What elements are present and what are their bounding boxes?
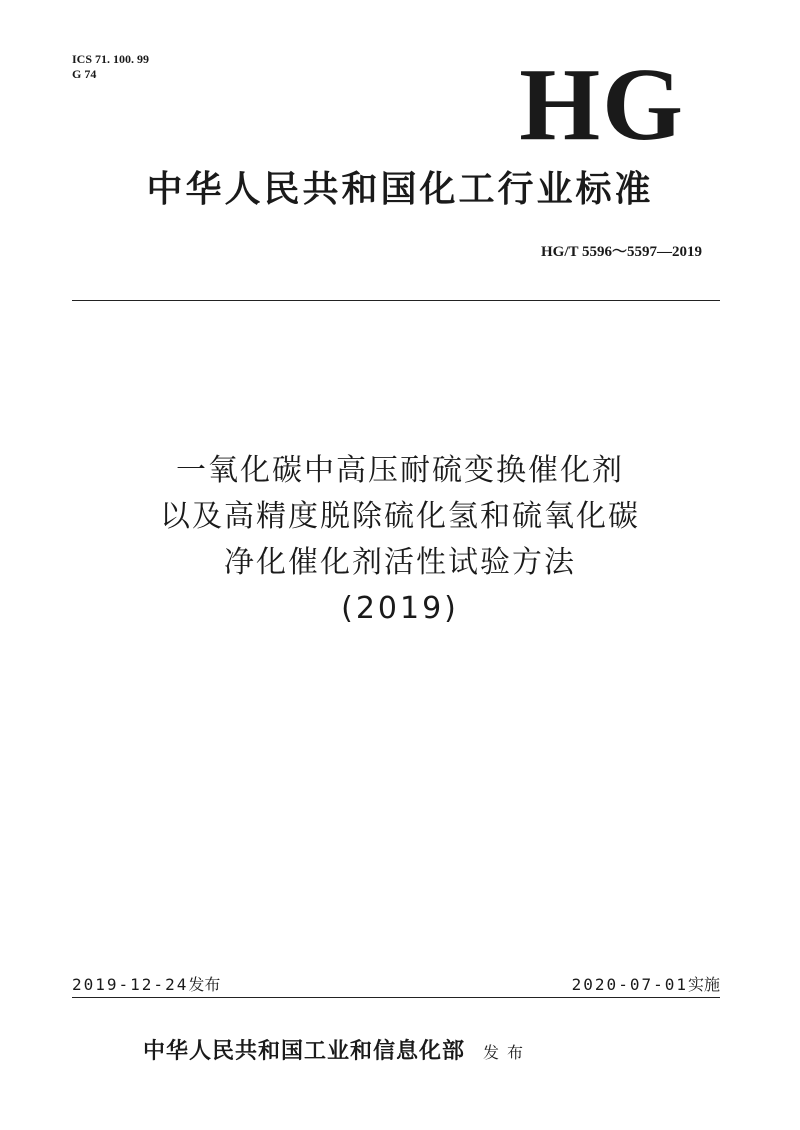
hg-logo: HG — [519, 47, 685, 162]
top-divider — [72, 300, 720, 301]
issue-date-label: 发布 — [188, 975, 221, 994]
ics-code: ICS 71. 100. 99 — [72, 52, 150, 66]
standard-number: HG/T 5596～5597—2019 — [541, 244, 702, 260]
issue-date — [72, 974, 220, 996]
publisher — [143, 1036, 531, 1068]
title-line-1: 一氧化碳中高压耐硫变换催化剂 — [176, 453, 624, 488]
issue-date-value: 2019-12-24 — [72, 975, 189, 994]
implementation-date-label: 实施 — [687, 975, 720, 994]
title-year: (2019) — [341, 591, 459, 626]
publisher-suffix: 发布 — [483, 1043, 532, 1062]
title-line-2: 以及高精度脱除硫化氢和硫氧化碳 — [160, 499, 640, 534]
title-line-3: 净化催化剂活性试验方法 — [224, 545, 576, 580]
classification-codes — [72, 52, 149, 82]
implementation-date-value: 2020-07-01 — [571, 975, 688, 994]
document-title — [0, 448, 800, 632]
implementation-date — [572, 974, 720, 996]
bottom-divider — [72, 997, 720, 998]
publisher-name: 中华人民共和国工业和信息化部 — [143, 1038, 466, 1064]
standard-type-heading: 中华人民共和国化工行业标准 — [146, 168, 654, 210]
category-code: G 74 — [72, 67, 97, 81]
